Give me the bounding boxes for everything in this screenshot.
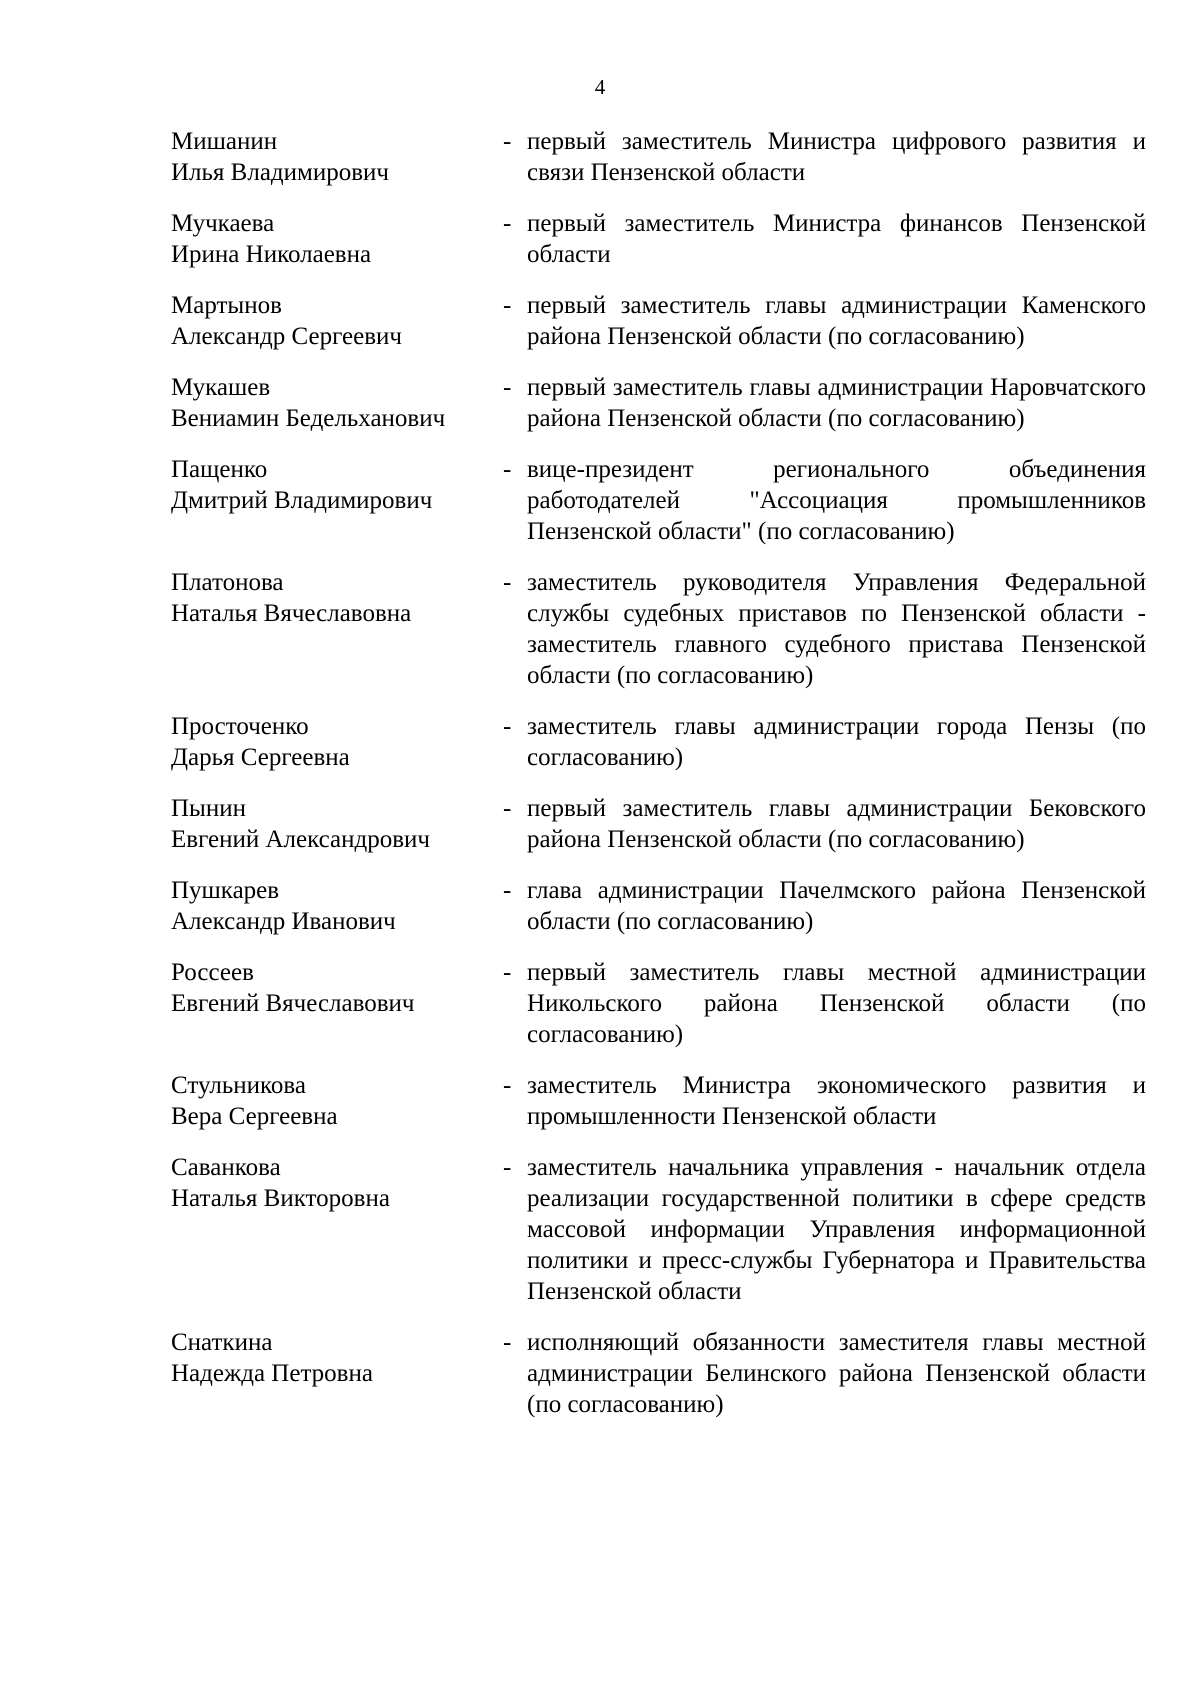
given-name: Наталья Вячеславовна — [171, 600, 412, 627]
list-item — [171, 290, 1146, 352]
surname: Пащенко — [171, 456, 268, 483]
position-text: первый заместитель главы местной администрации Никольского района Пензенской области (по согласованию) — [527, 959, 1146, 1048]
list-item — [171, 957, 1146, 1050]
surname: Стульникова — [171, 1072, 306, 1099]
given-name: Надежда Петровна — [171, 1360, 373, 1387]
person-name — [171, 793, 503, 855]
person-name — [171, 290, 503, 352]
position-text: первый заместитель Министра финансов Пензенской области — [527, 210, 1146, 268]
separator-dash: - — [503, 1154, 512, 1181]
person-name — [171, 454, 503, 547]
given-name: Александр Иванович — [171, 908, 396, 935]
list-item — [171, 1327, 1146, 1420]
position-text: заместитель Министра экономического развития и промышленности Пензенской области — [527, 1072, 1146, 1130]
separator-dash: - — [503, 1329, 512, 1356]
person-name — [171, 1327, 503, 1420]
person-name — [171, 567, 503, 691]
separator-dash: - — [503, 374, 512, 401]
list-item — [171, 208, 1146, 270]
separator-dash: - — [503, 292, 512, 319]
position-text: первый заместитель главы администрации Каменского района Пензенской области (по согласованию) — [527, 292, 1146, 350]
person-name — [171, 957, 503, 1050]
surname: Мишанин — [171, 128, 278, 155]
given-name: Дмитрий Владимирович — [171, 487, 433, 514]
given-name: Илья Владимирович — [171, 159, 389, 186]
position-text: глава администрации Пачелмского района Пензенской области (по согласованию) — [527, 877, 1146, 935]
given-name: Александр Сергеевич — [171, 323, 402, 350]
person-name — [171, 711, 503, 773]
list-item — [171, 126, 1146, 188]
position-text: вице-президент регионального объединения работодателей "Ассоциация промышленников Пензенской области" (по согласованию) — [527, 456, 1146, 545]
separator-dash: - — [503, 713, 512, 740]
list-item — [171, 567, 1146, 691]
given-name: Наталья Викторовна — [171, 1185, 390, 1212]
list-item — [171, 372, 1146, 434]
given-name: Вениамин Бедельханович — [171, 405, 446, 432]
position-text: заместитель руководителя Управления Федеральной службы судебных приставов по Пензенской области - заместитель главного судебного пристава Пензенской области (по согласованию) — [527, 569, 1146, 689]
position-text: заместитель начальника управления - начальник отдела реализации государственной политики в сфере средств массовой информации Управления информационной политики и пресс-службы Губернатора и Правительства Пензенской области — [527, 1154, 1146, 1305]
surname: Снаткина — [171, 1329, 273, 1356]
list-item — [171, 454, 1146, 547]
list-item — [171, 1152, 1146, 1307]
surname: Платонова — [171, 569, 284, 596]
separator-dash: - — [503, 210, 512, 237]
list-item — [171, 711, 1146, 773]
given-name: Дарья Сергеевна — [171, 744, 350, 771]
surname: Мукашев — [171, 374, 271, 401]
surname: Мартынов — [171, 292, 282, 319]
surname: Пынин — [171, 795, 246, 822]
surname: Просточенко — [171, 713, 309, 740]
page-number: 4 — [594, 75, 606, 99]
surname: Россеев — [171, 959, 254, 986]
person-name — [171, 875, 503, 937]
person-name — [171, 372, 503, 434]
given-name: Ирина Николаевна — [171, 241, 372, 268]
position-text: заместитель главы администрации города Пензы (по согласованию) — [527, 713, 1146, 771]
list-item — [171, 875, 1146, 937]
separator-dash: - — [503, 1072, 512, 1099]
members-list — [171, 126, 1146, 1440]
list-item — [171, 793, 1146, 855]
separator-dash: - — [503, 128, 512, 155]
surname: Пушкарев — [171, 877, 280, 904]
separator-dash: - — [503, 959, 512, 986]
person-name — [171, 1152, 503, 1307]
given-name: Вера Сергеевна — [171, 1103, 338, 1130]
list-item — [171, 1070, 1146, 1132]
person-name — [171, 126, 503, 188]
position-text: первый заместитель Министра цифрового развития и связи Пензенской области — [527, 128, 1146, 186]
position-text: исполняющий обязанности заместителя главы местной администрации Белинского района Пензенской области (по согласованию) — [527, 1329, 1146, 1418]
surname: Саванкова — [171, 1154, 281, 1181]
position-text: первый заместитель главы администрации Наровчатского района Пензенской области (по согласованию) — [527, 374, 1146, 432]
person-name — [171, 1070, 503, 1132]
given-name: Евгений Вячеславович — [171, 990, 415, 1017]
separator-dash: - — [503, 569, 512, 596]
person-name — [171, 208, 503, 270]
given-name: Евгений Александрович — [171, 826, 430, 853]
position-text: первый заместитель главы администрации Бековского района Пензенской области (по согласованию) — [527, 795, 1146, 853]
separator-dash: - — [503, 456, 512, 483]
separator-dash: - — [503, 795, 512, 822]
separator-dash: - — [503, 877, 512, 904]
surname: Мучкаева — [171, 210, 275, 237]
